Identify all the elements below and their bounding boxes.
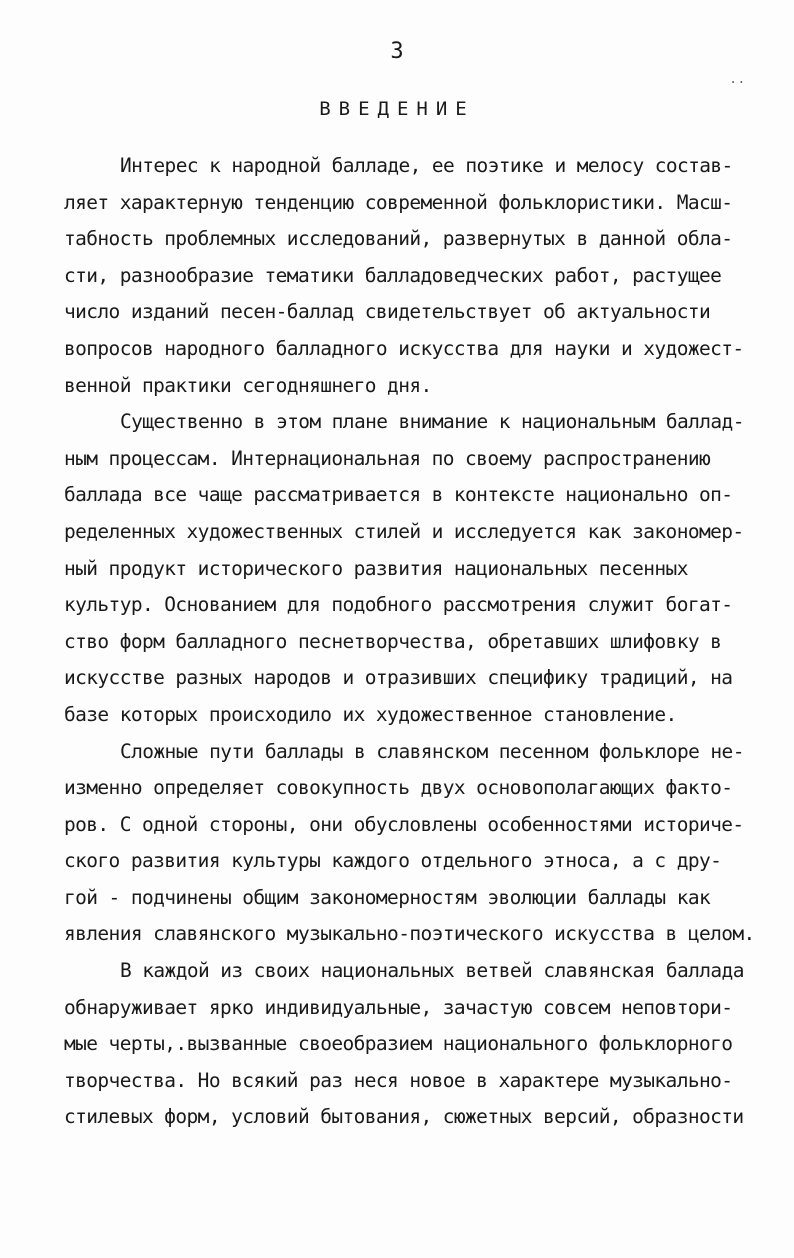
text-line: ределенных художественных стилей и исследуется как закономер- (64, 519, 744, 543)
text-line: ным процессам. Интернациональная по своему распространению (64, 446, 711, 470)
text-line: базе которых происходило их художественное становление. (64, 702, 677, 726)
text-line: ляет характерную тенденцию современной фольклористики. Масш- (64, 190, 733, 214)
text-line: изменно определяет совокупность двух основополагающих факто- (64, 776, 733, 800)
text-line: гой - подчинены общим закономерностям эволюции баллады как (64, 885, 711, 909)
text-line: сти, разнообразие тематики балладоведческих работ, растущее (64, 263, 722, 287)
paragraph (64, 148, 764, 404)
text-line: венной практики сегодняшнего дня. (64, 373, 432, 397)
text-line: табность проблемных исследований, развернутых в данной обла- (64, 227, 733, 251)
text-line: баллада все чаще рассматривается в контексте национально оп- (64, 483, 733, 507)
paragraph (64, 734, 764, 954)
text-line: стилевых форм, условий бытования, сюжетных версий, образности (64, 1105, 744, 1129)
text-line: Сложные пути баллады в славянском песенном фольклоре не- (120, 739, 744, 763)
text-line: Интерес к народной балладе, ее поэтике и мелосу состав- (120, 154, 733, 177)
text-line: число изданий песен-баллад свидетельствует об актуальности (64, 300, 711, 324)
text-line: ров. С одной стороны, они обусловлены особенностями историче- (64, 812, 744, 836)
text-line: ство форм балладного песнетворчества, обретавших шлифовку в (64, 629, 722, 653)
corner-mark: .. (729, 72, 746, 86)
text-line: ный продукт исторического развития национальных песенных (64, 556, 688, 580)
text-line: В каждой из своих национальных ветвей славянская баллада (120, 959, 744, 983)
text-line: творчества. Но всякий раз неся новое в характере музыкально- (64, 1068, 733, 1092)
text-line: мые черты,.вызванные своеобразием национального фольклорного (64, 1032, 733, 1056)
section-heading: ВВЕДЕНИЕ (319, 98, 475, 120)
page-number: 3 (390, 39, 404, 64)
paragraph (64, 953, 764, 1136)
text-line: искусстве разных народов и отразивших специфику традиций, на (64, 666, 733, 690)
text-line: Существенно в этом плане внимание к национальным баллад- (120, 410, 744, 434)
text-line: ского развития культуры каждого отдельного этноса, а с дру- (64, 849, 722, 873)
body-text (64, 148, 764, 1136)
text-line: культур. Основанием для подобного рассмотрения служит богат- (64, 593, 733, 617)
text-line: обнаруживает ярко индивидуальные, зачастую совсем неповтори- (64, 995, 733, 1019)
paragraph (64, 404, 764, 733)
text-line: вопросов народного балладного искусства для науки и художест- (64, 336, 744, 360)
text-line: явления славянского музыкально-поэтического искусства в целом. (64, 922, 755, 946)
